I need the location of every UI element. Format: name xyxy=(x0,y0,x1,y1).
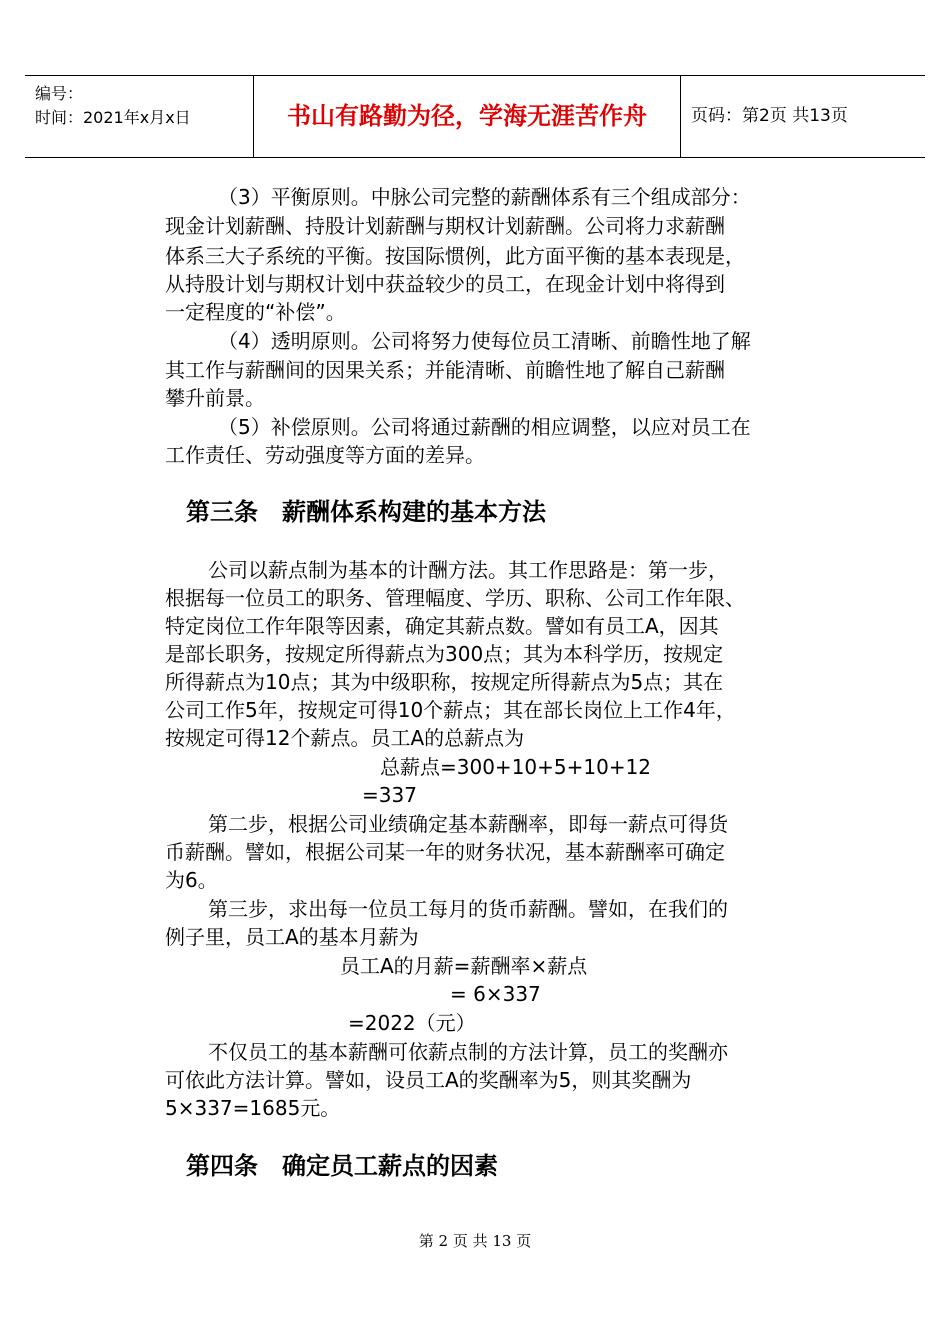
time-label: 时间：2021年x月x日 xyxy=(35,108,191,127)
paragraph-line: 公司工作5年，按规定可得10个薪点；其在部长岗位上工作4年， xyxy=(165,698,736,722)
section-heading: 第四条 确定员工薪点的因素 xyxy=(186,1152,498,1180)
paragraph-line: 一定程度的“补偿”。 xyxy=(165,300,346,324)
paragraph-line: 第二步，根据公司业绩确定基本薪酬率，即每一薪点可得货 xyxy=(208,812,728,836)
formula-line: =2022（元） xyxy=(348,1011,476,1035)
paragraph-line: 所得薪点为10点；其为中级职称，按规定所得薪点为5点；其在 xyxy=(165,670,724,694)
paragraph-line: 是部长职务，按规定所得薪点为300点；其为本科学历，按规定 xyxy=(165,642,724,666)
paragraph-line: 币薪酬。譬如，根据公司某一年的财务状况，基本薪酬率可确定 xyxy=(165,840,725,864)
paragraph-line: 其工作与薪酬间的因果关系；并能清晰、前瞻性地了解自己薪酬 xyxy=(165,358,725,382)
paragraph-line: 为6。 xyxy=(165,868,218,892)
paragraph-line: 现金计划薪酬、持股计划薪酬与期权计划薪酬。公司将力求薪酬 xyxy=(165,214,725,238)
formula-line: =337 xyxy=(362,783,417,807)
page-header xyxy=(25,75,925,158)
paragraph-line: 5×337=1685元。 xyxy=(165,1096,341,1120)
paragraph-line: 按规定可得12个薪点。员工A的总薪点为 xyxy=(165,726,525,750)
header-motto: 书山有路勤为径，学海无涯苦作舟 xyxy=(287,102,647,130)
section-heading: 第三条 薪酬体系构建的基本方法 xyxy=(186,498,546,526)
paragraph-line: 体系三大子系统的平衡。按国际惯例，此方面平衡的基本表现是， xyxy=(165,244,745,268)
header-page-info: 页码：第2页 共13页 xyxy=(691,106,848,126)
paragraph-line: 不仅员工的基本薪酬可依薪点制的方法计算，员工的奖酬亦 xyxy=(208,1040,728,1064)
paragraph-line: 可依此方法计算。譬如，设员工A的奖酬率为5，则其奖酬为 xyxy=(165,1068,692,1092)
header-meta xyxy=(35,82,191,130)
paragraph-line: 工作责任、劳动强度等方面的差异。 xyxy=(165,443,485,467)
paragraph-line: 从持股计划与期权计划中获益较少的员工，在现金计划中将得到 xyxy=(165,272,725,296)
paragraph-line: （4）透明原则。公司将努力使每位员工清晰、前瞻性地了解 xyxy=(218,329,751,353)
paragraph-line: （5）补偿原则。公司将通过薪酬的相应调整，以应对员工在 xyxy=(218,415,751,439)
paragraph-line: 公司以薪点制为基本的计酬方法。其工作思路是：第一步， xyxy=(208,558,728,582)
formula-line: 总薪点=300+10+5+10+12 xyxy=(380,755,652,779)
paragraph-line: 例子里，员工A的基本月薪为 xyxy=(165,925,419,949)
paragraph-line: （3）平衡原则。中脉公司完整的薪酬体系有三个组成部分： xyxy=(218,185,751,209)
paragraph-line: 特定岗位工作年限等因素，确定其薪点数。譬如有员工A，因其 xyxy=(165,614,719,638)
header-divider xyxy=(680,76,681,157)
formula-line: 员工A的月薪=薪酬率×薪点 xyxy=(340,954,588,978)
paragraph-line: 根据每一位员工的职务、管理幅度、学历、职称、公司工作年限、 xyxy=(165,586,745,610)
paragraph-line: 第三步，求出每一位员工每月的货币薪酬。譬如，在我们的 xyxy=(208,897,728,921)
paragraph-line: 攀升前景。 xyxy=(165,386,265,410)
page-footer: 第 2 页 共 13 页 xyxy=(418,1232,532,1250)
serial-label: 编号： xyxy=(35,84,84,103)
formula-line: = 6×337 xyxy=(450,982,541,1006)
